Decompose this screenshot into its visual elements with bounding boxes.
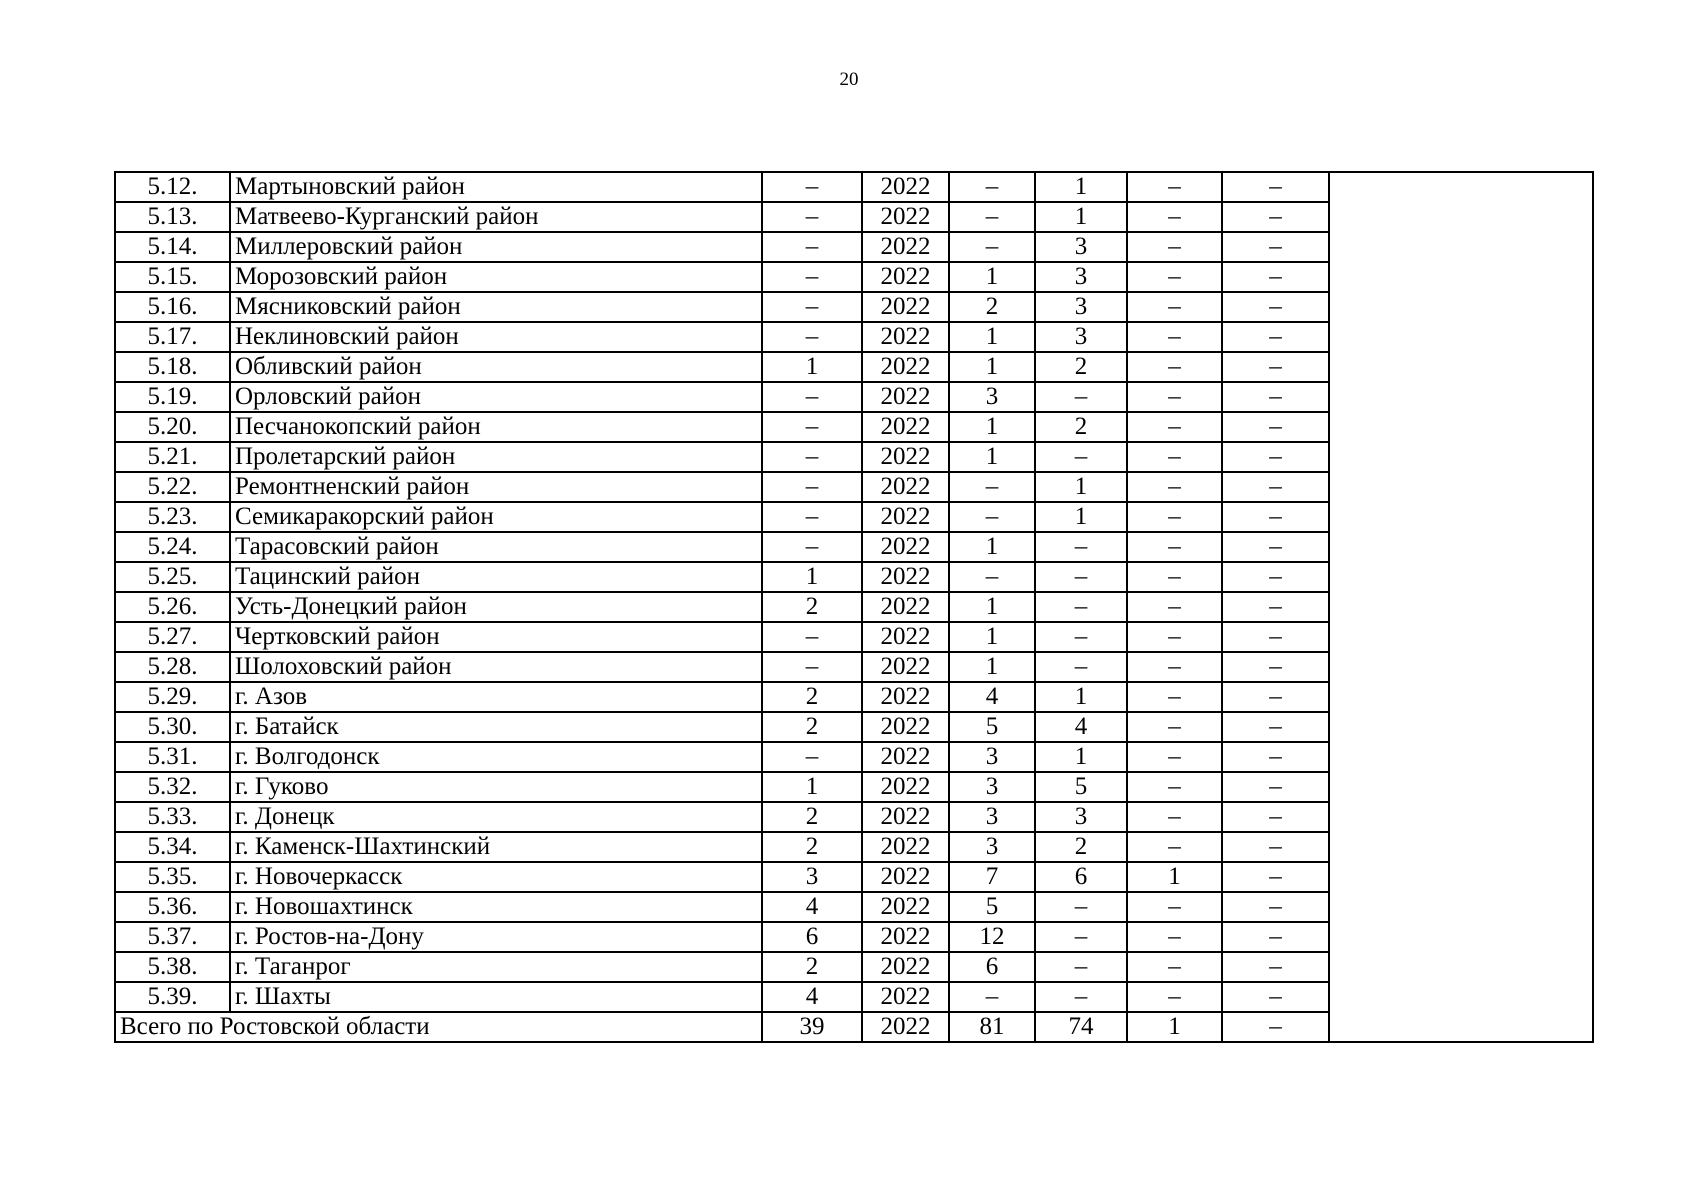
cell-c5: – — [1222, 202, 1329, 232]
cell-c3: 1 — [1035, 682, 1127, 712]
row-number: 5.37. — [115, 922, 230, 952]
cell-year: 2022 — [862, 562, 949, 592]
cell-c4: – — [1127, 772, 1222, 802]
cell-c4: – — [1127, 592, 1222, 622]
cell-c4: – — [1127, 892, 1222, 922]
cell-year: 2022 — [862, 622, 949, 652]
cell-c3: – — [1035, 652, 1127, 682]
cell-c1: 1 — [762, 562, 862, 592]
row-number: 5.39. — [115, 982, 230, 1012]
cell-c1: 4 — [762, 982, 862, 1012]
row-number: 5.25. — [115, 562, 230, 592]
cell-c3: – — [1035, 892, 1127, 922]
cell-c3: – — [1035, 592, 1127, 622]
cell-c2: – — [949, 232, 1035, 262]
cell-c5: – — [1222, 442, 1329, 472]
cell-c5: – — [1222, 592, 1329, 622]
row-number: 5.23. — [115, 502, 230, 532]
cell-c4: – — [1127, 202, 1222, 232]
cell-c3: 3 — [1035, 802, 1127, 832]
total-c2: 81 — [949, 1012, 1035, 1042]
total-c5: – — [1222, 1012, 1329, 1042]
cell-year: 2022 — [862, 442, 949, 472]
cell-c4: – — [1127, 562, 1222, 592]
cell-c5: – — [1222, 832, 1329, 862]
row-number: 5.13. — [115, 202, 230, 232]
cell-c4: – — [1127, 982, 1222, 1012]
cell-c4: – — [1127, 382, 1222, 412]
row-name: г. Батайск — [230, 712, 762, 742]
row-name: Тацинский район — [230, 562, 762, 592]
cell-c4: – — [1127, 472, 1222, 502]
row-number: 5.20. — [115, 412, 230, 442]
cell-c2: 3 — [949, 742, 1035, 772]
cell-c5: – — [1222, 982, 1329, 1012]
cell-year: 2022 — [862, 202, 949, 232]
cell-c2: 1 — [949, 622, 1035, 652]
cell-year: 2022 — [862, 322, 949, 352]
cell-c2: 1 — [949, 592, 1035, 622]
cell-year: 2022 — [862, 532, 949, 562]
cell-c5: – — [1222, 952, 1329, 982]
cell-c2: 5 — [949, 892, 1035, 922]
cell-c1: 3 — [762, 862, 862, 892]
cell-c5: – — [1222, 352, 1329, 382]
row-name: г. Новочеркасск — [230, 862, 762, 892]
cell-c2: 12 — [949, 922, 1035, 952]
cell-c5: – — [1222, 412, 1329, 442]
cell-c2: 6 — [949, 952, 1035, 982]
cell-c4: – — [1127, 682, 1222, 712]
row-name: Неклиновский район — [230, 322, 762, 352]
cell-c3: – — [1035, 982, 1127, 1012]
cell-c4: – — [1127, 652, 1222, 682]
row-name: Мартыновский район — [230, 172, 762, 202]
cell-c3: 2 — [1035, 412, 1127, 442]
row-number: 5.29. — [115, 682, 230, 712]
row-number: 5.18. — [115, 352, 230, 382]
cell-c1: – — [762, 172, 862, 202]
cell-year: 2022 — [862, 982, 949, 1012]
row-name: Матвеево-Курганский район — [230, 202, 762, 232]
cell-c4: 1 — [1127, 862, 1222, 892]
cell-c4: – — [1127, 322, 1222, 352]
row-name: г. Ростов-на-Дону — [230, 922, 762, 952]
cell-c5: – — [1222, 562, 1329, 592]
row-name: Миллеровский район — [230, 232, 762, 262]
cell-c4: – — [1127, 262, 1222, 292]
cell-c1: 2 — [762, 802, 862, 832]
row-name: Мясниковский район — [230, 292, 762, 322]
cell-c5: – — [1222, 292, 1329, 322]
row-number: 5.32. — [115, 772, 230, 802]
cell-c1: – — [762, 202, 862, 232]
cell-c1: – — [762, 412, 862, 442]
cell-year: 2022 — [862, 832, 949, 862]
cell-c4: – — [1127, 832, 1222, 862]
cell-c1: 2 — [762, 952, 862, 982]
row-name: г. Шахты — [230, 982, 762, 1012]
cell-c2: 1 — [949, 652, 1035, 682]
row-name: Обливский район — [230, 352, 762, 382]
cell-c4: – — [1127, 712, 1222, 742]
cell-c4: – — [1127, 442, 1222, 472]
row-number: 5.19. — [115, 382, 230, 412]
cell-year: 2022 — [862, 742, 949, 772]
row-number: 5.16. — [115, 292, 230, 322]
cell-c3: 1 — [1035, 742, 1127, 772]
cell-c4: – — [1127, 502, 1222, 532]
cell-c2: 5 — [949, 712, 1035, 742]
cell-c3: 3 — [1035, 322, 1127, 352]
row-number: 5.15. — [115, 262, 230, 292]
row-number: 5.12. — [115, 172, 230, 202]
cell-year: 2022 — [862, 232, 949, 262]
row-name: г. Азов — [230, 682, 762, 712]
cell-c3: – — [1035, 382, 1127, 412]
cell-c2: – — [949, 472, 1035, 502]
cell-c2: – — [949, 202, 1035, 232]
cell-year: 2022 — [862, 352, 949, 382]
cell-c5: – — [1222, 532, 1329, 562]
cell-c4: – — [1127, 802, 1222, 832]
cell-c1: – — [762, 652, 862, 682]
cell-c5: – — [1222, 472, 1329, 502]
row-number: 5.14. — [115, 232, 230, 262]
cell-c3: 2 — [1035, 352, 1127, 382]
row-name: г. Волгодонск — [230, 742, 762, 772]
cell-c3: 3 — [1035, 292, 1127, 322]
cell-c5: – — [1222, 892, 1329, 922]
row-name: Чертковский район — [230, 622, 762, 652]
page-number: 20 — [839, 69, 859, 90]
cell-c1: – — [762, 292, 862, 322]
cell-c5: – — [1222, 862, 1329, 892]
cell-c5: – — [1222, 682, 1329, 712]
cell-year: 2022 — [862, 952, 949, 982]
cell-c3: – — [1035, 532, 1127, 562]
cell-c4: – — [1127, 922, 1222, 952]
cell-c2: 1 — [949, 352, 1035, 382]
cell-c4: – — [1127, 232, 1222, 262]
cell-year: 2022 — [862, 262, 949, 292]
cell-c4: – — [1127, 742, 1222, 772]
cell-year: 2022 — [862, 862, 949, 892]
cell-c1: 2 — [762, 592, 862, 622]
cell-c5: – — [1222, 172, 1329, 202]
cell-c3: 1 — [1035, 472, 1127, 502]
cell-c4: – — [1127, 412, 1222, 442]
row-name: г. Новошахтинск — [230, 892, 762, 922]
cell-c3: 3 — [1035, 232, 1127, 262]
cell-c4: – — [1127, 292, 1222, 322]
row-name: Орловский район — [230, 382, 762, 412]
cell-c5: – — [1222, 232, 1329, 262]
row-number: 5.22. — [115, 472, 230, 502]
row-name: Тарасовский район — [230, 532, 762, 562]
cell-c5: – — [1222, 262, 1329, 292]
cell-c4: – — [1127, 172, 1222, 202]
cell-c1: 2 — [762, 682, 862, 712]
row-number: 5.27. — [115, 622, 230, 652]
row-name: г. Гуково — [230, 772, 762, 802]
cell-c2: 3 — [949, 802, 1035, 832]
cell-c1: 1 — [762, 772, 862, 802]
cell-c1: – — [762, 262, 862, 292]
cell-c3: 1 — [1035, 202, 1127, 232]
table-body — [115, 172, 1593, 1042]
cell-c3: – — [1035, 952, 1127, 982]
data-table — [114, 171, 1594, 1043]
cell-c1: – — [762, 622, 862, 652]
row-name: г. Каменск-Шахтинский — [230, 832, 762, 862]
cell-year: 2022 — [862, 292, 949, 322]
cell-c3: – — [1035, 562, 1127, 592]
cell-c3: – — [1035, 442, 1127, 472]
cell-c5: – — [1222, 922, 1329, 952]
cell-c2: 3 — [949, 772, 1035, 802]
cell-c2: 4 — [949, 682, 1035, 712]
row-name: Усть-Донецкий район — [230, 592, 762, 622]
cell-year: 2022 — [862, 922, 949, 952]
row-number: 5.31. — [115, 742, 230, 772]
cell-c4: – — [1127, 352, 1222, 382]
cell-c1: – — [762, 382, 862, 412]
cell-c3: 1 — [1035, 502, 1127, 532]
row-name: Песчанокопский район — [230, 412, 762, 442]
cell-year: 2022 — [862, 772, 949, 802]
row-number: 5.17. — [115, 322, 230, 352]
cell-c3: – — [1035, 622, 1127, 652]
cell-c3: 1 — [1035, 172, 1127, 202]
cell-c2: – — [949, 172, 1035, 202]
cell-c3: 6 — [1035, 862, 1127, 892]
table-row — [115, 172, 1593, 202]
cell-c2: 7 — [949, 862, 1035, 892]
cell-c3: 2 — [1035, 832, 1127, 862]
row-number: 5.26. — [115, 592, 230, 622]
row-name: Пролетарский район — [230, 442, 762, 472]
cell-c1: 2 — [762, 712, 862, 742]
row-name: г. Донецк — [230, 802, 762, 832]
row-name: Морозовский район — [230, 262, 762, 292]
cell-c2: 1 — [949, 322, 1035, 352]
total-c3: 74 — [1035, 1012, 1127, 1042]
cell-c5: – — [1222, 502, 1329, 532]
cell-c2: – — [949, 982, 1035, 1012]
cell-c5: – — [1222, 772, 1329, 802]
cell-c5: – — [1222, 802, 1329, 832]
cell-c2: – — [949, 502, 1035, 532]
cell-c4: – — [1127, 532, 1222, 562]
cell-c2: 3 — [949, 832, 1035, 862]
cell-c5: – — [1222, 622, 1329, 652]
cell-c1: 2 — [762, 832, 862, 862]
row-number: 5.36. — [115, 892, 230, 922]
cell-year: 2022 — [862, 682, 949, 712]
total-label: Всего по Ростовской области — [115, 1012, 762, 1042]
total-c1: 39 — [762, 1012, 862, 1042]
row-name: Ремонтненский район — [230, 472, 762, 502]
row-name: г. Таганрог — [230, 952, 762, 982]
cell-c2: 1 — [949, 442, 1035, 472]
cell-c4: – — [1127, 952, 1222, 982]
cell-c2: – — [949, 562, 1035, 592]
cell-c5: – — [1222, 742, 1329, 772]
cell-c2: 1 — [949, 412, 1035, 442]
cell-year: 2022 — [862, 412, 949, 442]
row-number: 5.34. — [115, 832, 230, 862]
cell-year: 2022 — [862, 652, 949, 682]
cell-c4: – — [1127, 622, 1222, 652]
row-number: 5.21. — [115, 442, 230, 472]
row-number: 5.35. — [115, 862, 230, 892]
cell-c1: – — [762, 502, 862, 532]
cell-year: 2022 — [862, 382, 949, 412]
row-number: 5.38. — [115, 952, 230, 982]
cell-year: 2022 — [862, 592, 949, 622]
cell-year: 2022 — [862, 802, 949, 832]
cell-c3: 3 — [1035, 262, 1127, 292]
cell-year: 2022 — [862, 502, 949, 532]
row-name: Шолоховский район — [230, 652, 762, 682]
cell-c1: – — [762, 532, 862, 562]
row-number: 5.30. — [115, 712, 230, 742]
cell-c3: 4 — [1035, 712, 1127, 742]
cell-c1: 1 — [762, 352, 862, 382]
cell-c5: – — [1222, 322, 1329, 352]
cell-c5: – — [1222, 652, 1329, 682]
cell-c1: – — [762, 232, 862, 262]
notes-cell — [1329, 172, 1593, 1042]
cell-year: 2022 — [862, 892, 949, 922]
cell-c5: – — [1222, 712, 1329, 742]
row-number: 5.28. — [115, 652, 230, 682]
cell-c3: – — [1035, 922, 1127, 952]
cell-c1: – — [762, 472, 862, 502]
row-number: 5.33. — [115, 802, 230, 832]
cell-c2: 1 — [949, 262, 1035, 292]
cell-year: 2022 — [862, 472, 949, 502]
cell-c2: 1 — [949, 532, 1035, 562]
cell-c5: – — [1222, 382, 1329, 412]
cell-c1: – — [762, 322, 862, 352]
cell-c1: – — [762, 442, 862, 472]
total-year: 2022 — [862, 1012, 949, 1042]
cell-c1: 6 — [762, 922, 862, 952]
cell-year: 2022 — [862, 712, 949, 742]
total-c4: 1 — [1127, 1012, 1222, 1042]
cell-c1: 4 — [762, 892, 862, 922]
cell-year: 2022 — [862, 172, 949, 202]
cell-c2: 2 — [949, 292, 1035, 322]
row-name: Семикаракорский район — [230, 502, 762, 532]
cell-c1: – — [762, 742, 862, 772]
cell-c3: 5 — [1035, 772, 1127, 802]
cell-c2: 3 — [949, 382, 1035, 412]
row-number: 5.24. — [115, 532, 230, 562]
